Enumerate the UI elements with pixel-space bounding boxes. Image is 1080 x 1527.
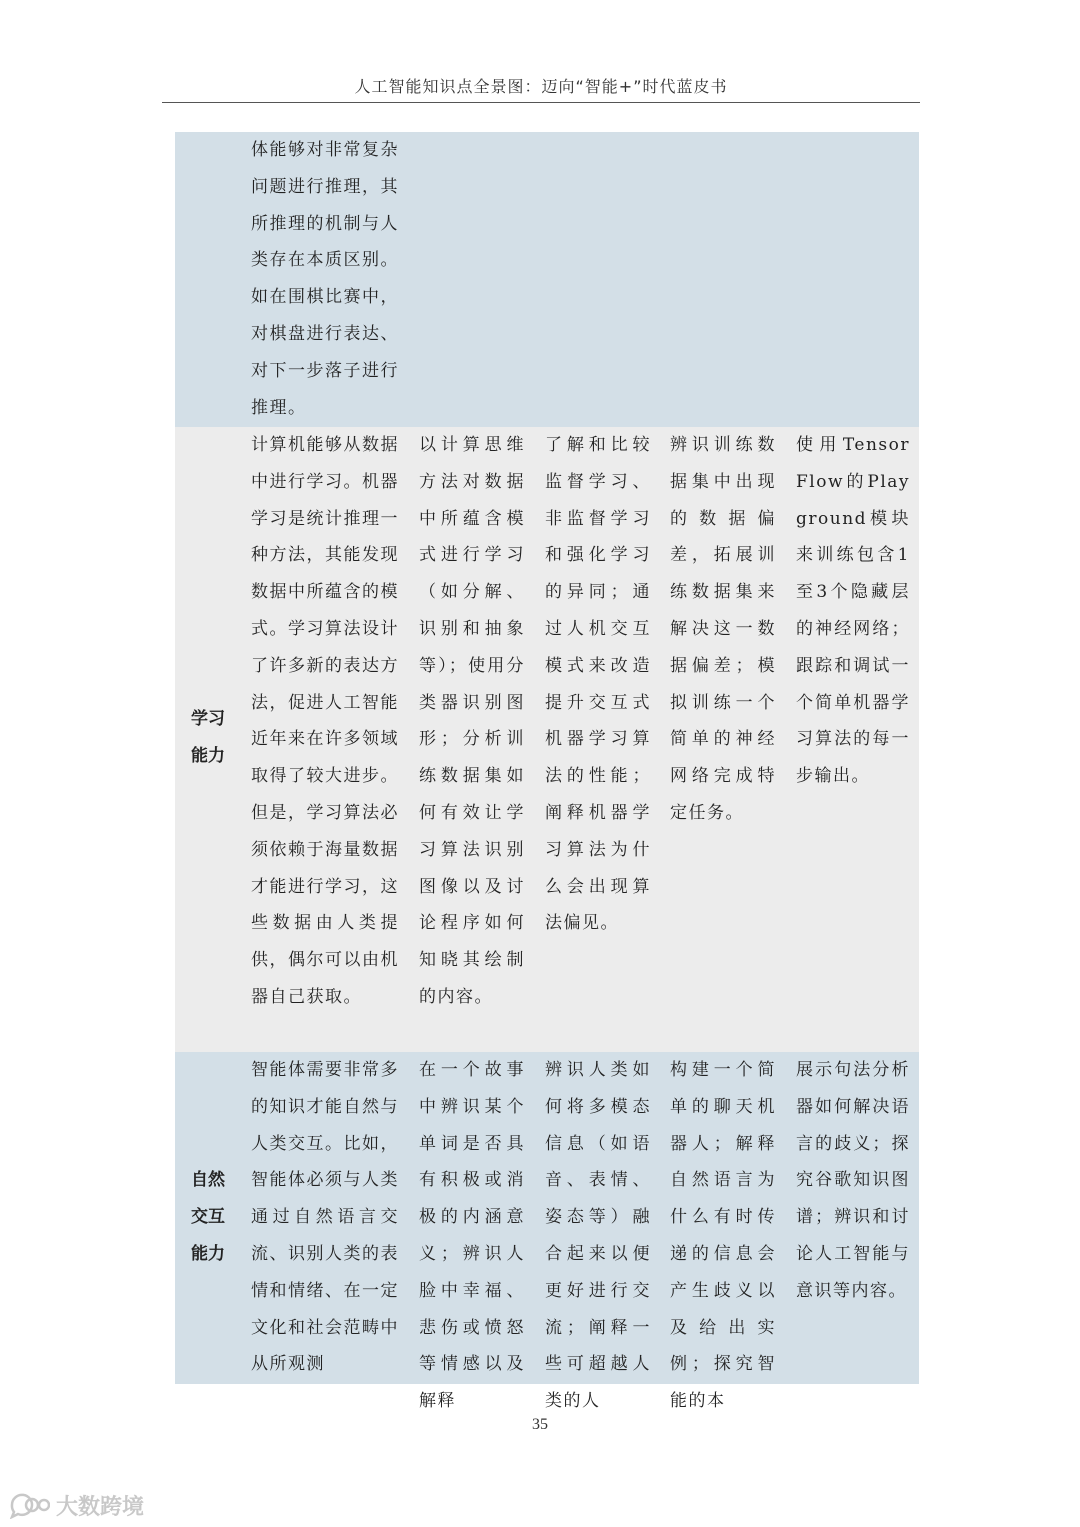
table-cell: 智能体需要非常多的知识才能自然与人类交互。比如，智能体必须与人类通过自然语言交流、识别人类的表情和情绪、在一定文化和社会范畴中从所观测: [251, 1060, 399, 1375]
table-cell: 计算机能够从数据中进行学习。机器学习是统计推理一种方法，其能发现数据中所蕴含的模式。学习算法设计了许多新的表达方法，促进人工智能近年来在许多领域取得了较大进步。但是，学习算法必须依赖于海量数据才能进行学习，这些数据由人类提供，偶尔可以由机器自己获取。: [251, 435, 399, 1007]
table-row-natural-interaction: [175, 1052, 919, 1412]
page-number: 35: [532, 1416, 548, 1433]
header-rule: [162, 102, 920, 103]
row-label: 自然 交互 能力: [191, 1170, 225, 1264]
watermark: [8, 1488, 144, 1522]
table-cell: 在一个故事中辨识某个单词是否具有积极或消极的内涵意义；辨识人脸中幸福、悲伤或愤怒等情感以及解释: [419, 1060, 525, 1412]
running-header: 人工智能知识点全景图：迈向“智能+”时代蓝皮书: [354, 77, 728, 96]
table-row-learning: [175, 427, 919, 1052]
table-cell: 展示句法分析器如何解决语言的歧义；探究谷歌知识图谱；辨识和讨论人工智能与意识等内容。: [796, 1060, 910, 1301]
curriculum-table: [175, 132, 919, 1412]
row-label: 学习 能力: [191, 709, 225, 766]
table-cell: 使用TensorFlow的Playground模块来训练包含1至3个隐藏层的神经网络；跟踪和调试一个简单机器学习算法的每一步输出。: [796, 435, 910, 787]
table-cell: 构建一个简单的聊天机器人；解释自然语言为什么有时传递的信息会产生歧义以及给出实例；探究智能的本: [670, 1060, 776, 1412]
table-cell: 以计算思维方法对数据中所蕴含模式进行学习（如分解、识别和抽象等）；使用分类器识别图形；分析训练数据集如何有效让学习算法识别图像以及讨论程序如何知晓其绘制的内容。: [419, 435, 525, 1007]
chat-bubble-logo-icon: [8, 1491, 50, 1519]
table-row-reasoning-continued: [175, 132, 919, 427]
table-cell: 辨识训练数据集中出现的数据偏差，拓展训练数据集来解决这一数据偏差；模拟训练一个简单的神经网络完成特定任务。: [670, 435, 776, 823]
table-cell: 体能够对非常复杂问题进行推理，其所推理的机制与人类存在本质区别。如在围棋比赛中，对棋盘进行表达、对下一步落子进行推理。: [251, 140, 399, 418]
table-cell: 辨识人类如何将多模态信息（如语音、表情、姿态等）融合起来以便更好进行交流；阐释一些可超越人类的人: [545, 1060, 651, 1412]
watermark-text: 大数跨境: [56, 1494, 145, 1520]
table-cell: 了解和比较监督学习、非监督学习和强化学习的异同；通过人机交互模式来改造提升交互式机器学习算法的性能；阐释机器学习算法为什么会出现算法偏见。: [545, 435, 651, 934]
